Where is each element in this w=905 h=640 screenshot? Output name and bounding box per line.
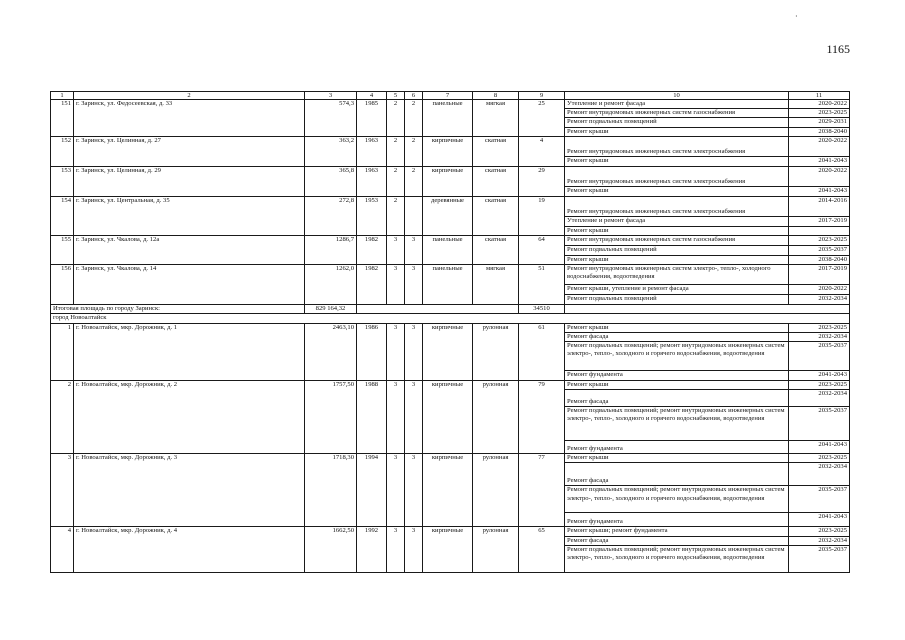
- repair-years: 2020-2022: [789, 100, 850, 109]
- repair-years: 2017-2019: [789, 216, 850, 226]
- build-year: 1982: [357, 236, 387, 265]
- row-number: 155: [51, 236, 74, 265]
- total-area: 1662,50: [305, 527, 357, 572]
- repair-work: Утепление и ремонт фасада: [565, 216, 789, 226]
- repair-work: Ремонт крыши: [565, 156, 789, 166]
- building-address: г. Заринск, ул. Чкалова, д. 14: [74, 265, 305, 305]
- col6-value: 3: [405, 381, 423, 454]
- repair-work: Ремонт внутридомовых инженерных систем электро-, тепло-, холодного водоснабжения, водоотведения: [565, 265, 789, 285]
- col9-value: 25: [519, 100, 565, 137]
- building-address: г. Заринск, ул. Центральная, д. 35: [74, 196, 305, 235]
- col6-value: 3: [405, 265, 423, 305]
- total-area: 2463,10: [305, 323, 357, 380]
- roof-type: мягкая: [473, 100, 519, 137]
- repair-years: 2017-2019: [789, 265, 850, 285]
- build-year: 1963: [357, 166, 387, 196]
- row-number: 152: [51, 136, 74, 166]
- col5-value: 2: [387, 196, 405, 235]
- repair-work: Ремонт подвальных помещений; ремонт внутридомовых инженерных систем электро-, тепло-, холодного и горячего водоснабжения, водоотведения: [565, 545, 789, 572]
- repair-work: Ремонт фасада: [565, 390, 789, 407]
- repair-work: Ремонт внутридомовых инженерных систем электроснабжения: [565, 136, 789, 156]
- col9-value: 64: [519, 236, 565, 265]
- roof-type: скатная: [473, 136, 519, 166]
- building-address: г. Заринск, ул. Федосеевская, д. 33: [74, 100, 305, 137]
- wall-material: кирпичные: [423, 323, 473, 380]
- col9-value: 61: [519, 323, 565, 380]
- repair-years: 2035-2037: [789, 342, 850, 371]
- repair-work: Ремонт фундамента: [565, 513, 789, 527]
- repair-work: Ремонт крыши: [565, 323, 789, 332]
- col9-value: 29: [519, 166, 565, 196]
- total-area: 574,3: [305, 100, 357, 137]
- col5-value: 2: [387, 100, 405, 137]
- wall-material: кирпичные: [423, 166, 473, 196]
- roof-type: скатная: [473, 236, 519, 265]
- roof-type: скатная: [473, 196, 519, 235]
- repair-work: Ремонт фундамента: [565, 371, 789, 381]
- col6-value: 3: [405, 527, 423, 572]
- repair-years: 2035-2037: [789, 407, 850, 441]
- scan-speck: ·: [795, 12, 798, 21]
- col9-value: 79: [519, 381, 565, 454]
- repair-years: 2038-2040: [789, 256, 850, 265]
- city-name: город Новоалтайск: [51, 314, 850, 323]
- col-header: 9: [519, 92, 565, 100]
- repair-years: 2041-2043: [789, 371, 850, 381]
- row-number: 4: [51, 527, 74, 572]
- repair-years: 2041-2043: [789, 186, 850, 196]
- column-number-row: [51, 92, 850, 100]
- repair-work: Ремонт фасада: [565, 332, 789, 341]
- col5-value: 3: [387, 265, 405, 305]
- repair-years: 2041-2043: [789, 513, 850, 527]
- wall-material: панельные: [423, 100, 473, 137]
- repair-schedule-table: [50, 91, 850, 573]
- row-number: 153: [51, 166, 74, 196]
- total-empty: [357, 305, 519, 314]
- building-address: г. Заринск, ул. Целинная, д. 27: [74, 136, 305, 166]
- repair-work: Ремонт фасада: [565, 463, 789, 486]
- col5-value: 3: [387, 236, 405, 265]
- wall-material: панельные: [423, 236, 473, 265]
- col9-value: 65: [519, 527, 565, 572]
- building-address: г. Новоалтайск, мкр. Дорожник, д. 3: [74, 454, 305, 527]
- build-year: 1963: [357, 136, 387, 166]
- row-number: 3: [51, 454, 74, 527]
- col6-value: 2: [405, 100, 423, 137]
- col5-value: 3: [387, 323, 405, 380]
- repair-work: Ремонт фасада: [565, 536, 789, 545]
- repair-years: [789, 226, 850, 235]
- repair-years: 2023-2025: [789, 236, 850, 246]
- table-row: [51, 166, 850, 186]
- repair-years: 2032-2034: [789, 536, 850, 545]
- wall-material: деревянные: [423, 196, 473, 235]
- col9-value: 77: [519, 454, 565, 527]
- page-number: 1165: [826, 42, 850, 56]
- repair-years: 2023-2025: [789, 381, 850, 390]
- build-year: 1988: [357, 381, 387, 454]
- col-header: 11: [789, 92, 850, 100]
- repair-years: 2020-2022: [789, 166, 850, 186]
- col-header: 5: [387, 92, 405, 100]
- repair-years: 2023-2025: [789, 109, 850, 118]
- repair-years: 2035-2037: [789, 246, 850, 256]
- total-row: [51, 305, 850, 314]
- table-row: [51, 454, 850, 463]
- col6-value: 3: [405, 323, 423, 380]
- repair-years: 2023-2025: [789, 527, 850, 536]
- col5-value: 3: [387, 527, 405, 572]
- total-area: 1757,50: [305, 381, 357, 454]
- repair-work: Ремонт крыши, утепление и ремонт фасада: [565, 285, 789, 295]
- row-number: 156: [51, 265, 74, 305]
- repair-work: Ремонт внутридомовых инженерных систем электроснабжения: [565, 166, 789, 186]
- total-area: 272,8: [305, 196, 357, 235]
- col-header: 1: [51, 92, 74, 100]
- table-row: [51, 527, 850, 536]
- repair-work: Ремонт крыши: [565, 256, 789, 265]
- repair-work: Ремонт подвальных помещений: [565, 246, 789, 256]
- table-row: [51, 196, 850, 216]
- repair-years: 2020-2022: [789, 136, 850, 156]
- col-header: 4: [357, 92, 387, 100]
- building-address: г. Новоалтайск, мкр. Дорожник, д. 2: [74, 381, 305, 454]
- repair-years: 2023-2025: [789, 454, 850, 463]
- wall-material: панельные: [423, 265, 473, 305]
- repair-years: 2032-2034: [789, 463, 850, 486]
- col-header: 2: [74, 92, 305, 100]
- repair-work: Ремонт крыши; ремонт фундамента: [565, 527, 789, 536]
- repair-work: Ремонт крыши: [565, 127, 789, 136]
- repair-work: Утепление и ремонт фасада: [565, 100, 789, 109]
- repair-work: Ремонт крыши: [565, 186, 789, 196]
- repair-years: 2035-2037: [789, 486, 850, 513]
- build-year: 1992: [357, 527, 387, 572]
- repair-work: Ремонт подвальных помещений; ремонт внутридомовых инженерных систем электро-, тепло-, холодного и горячего водоснабжения, водоотведения: [565, 486, 789, 513]
- repair-years: 2032-2034: [789, 332, 850, 341]
- repair-years: 2014-2016: [789, 196, 850, 216]
- row-number: 1: [51, 323, 74, 380]
- repair-years: 2041-2043: [789, 441, 850, 454]
- col-header: 6: [405, 92, 423, 100]
- table-row: [51, 100, 850, 109]
- repair-years: 2032-2034: [789, 295, 850, 305]
- col6-value: 3: [405, 236, 423, 265]
- repair-work: Ремонт крыши: [565, 454, 789, 463]
- col-header: 3: [305, 92, 357, 100]
- table-row: [51, 323, 850, 332]
- repair-work: Ремонт подвальных помещений: [565, 295, 789, 305]
- table-body: [51, 92, 850, 573]
- repair-work: Ремонт фундамента: [565, 441, 789, 454]
- col5-value: 2: [387, 136, 405, 166]
- build-year: 1953: [357, 196, 387, 235]
- build-year: 1994: [357, 454, 387, 527]
- total-col9: 34510: [519, 305, 565, 314]
- repair-work: Ремонт подвальных помещений: [565, 118, 789, 127]
- repair-years: 2029-2031: [789, 118, 850, 127]
- repair-work: Ремонт крыши: [565, 381, 789, 390]
- build-year: 1982: [357, 265, 387, 305]
- building-address: г. Заринск, ул. Целинная, д. 29: [74, 166, 305, 196]
- col5-value: 3: [387, 381, 405, 454]
- building-address: г. Новоалтайск, мкр. Дорожник, д. 4: [74, 527, 305, 572]
- total-area: 1262,0: [305, 265, 357, 305]
- roof-type: рулонная: [473, 381, 519, 454]
- city-row: [51, 314, 850, 323]
- total-area: 365,8: [305, 166, 357, 196]
- repair-work: Ремонт внутридомовых инженерных систем газоснабжения: [565, 236, 789, 246]
- col6-value: 2: [405, 166, 423, 196]
- roof-type: рулонная: [473, 454, 519, 527]
- total-area: 829 164,32: [305, 305, 357, 314]
- wall-material: кирпичные: [423, 527, 473, 572]
- total-area: 1718,30: [305, 454, 357, 527]
- col9-value: 4: [519, 136, 565, 166]
- repair-work: Ремонт внутридомовых инженерных систем газоснабжения: [565, 109, 789, 118]
- col6-value: [405, 196, 423, 235]
- roof-type: мягкая: [473, 265, 519, 305]
- total-label: Итоговая площадь по городу Заринск:: [51, 305, 305, 314]
- repair-years: 2020-2022: [789, 285, 850, 295]
- col5-value: 2: [387, 166, 405, 196]
- building-address: г. Заринск, ул. Чкалова, д. 12а: [74, 236, 305, 265]
- repair-years: 2041-2043: [789, 156, 850, 166]
- build-year: 1985: [357, 100, 387, 137]
- wall-material: кирпичные: [423, 454, 473, 527]
- row-number: 2: [51, 381, 74, 454]
- table-row: [51, 381, 850, 390]
- repair-work: Ремонт внутридомовых инженерных систем электроснабжения: [565, 196, 789, 216]
- col9-value: 19: [519, 196, 565, 235]
- col-header: 8: [473, 92, 519, 100]
- table-row: [51, 236, 850, 246]
- build-year: 1986: [357, 323, 387, 380]
- total-area: 1286,7: [305, 236, 357, 265]
- table-row: [51, 265, 850, 285]
- col-header: 7: [423, 92, 473, 100]
- roof-type: рулонная: [473, 527, 519, 572]
- col-header: 10: [565, 92, 789, 100]
- repair-years: 2032-2034: [789, 390, 850, 407]
- repair-work: Ремонт крыши: [565, 226, 789, 235]
- building-address: г. Новоалтайск, мкр. Дорожник, д. 1: [74, 323, 305, 380]
- row-number: 151: [51, 100, 74, 137]
- roof-type: рулонная: [473, 323, 519, 380]
- row-number: 154: [51, 196, 74, 235]
- repair-work: Ремонт подвальных помещений; ремонт внутридомовых инженерных систем электро-, тепло-, холодного и горячего водоснабжения, водоотведения: [565, 342, 789, 371]
- repair-years: 2023-2025: [789, 323, 850, 332]
- repair-years: 2038-2040: [789, 127, 850, 136]
- wall-material: кирпичные: [423, 381, 473, 454]
- wall-material: кирпичные: [423, 136, 473, 166]
- col6-value: 2: [405, 136, 423, 166]
- col5-value: 3: [387, 454, 405, 527]
- total-area: 363,2: [305, 136, 357, 166]
- col6-value: 3: [405, 454, 423, 527]
- repair-work: Ремонт подвальных помещений; ремонт внутридомовых инженерных систем электро-, тепло-, холодного и горячего водоснабжения, водоотведения: [565, 407, 789, 441]
- table-row: [51, 136, 850, 156]
- col9-value: 51: [519, 265, 565, 305]
- total-empty: [565, 305, 850, 314]
- roof-type: скатная: [473, 166, 519, 196]
- repair-years: 2035-2037: [789, 545, 850, 572]
